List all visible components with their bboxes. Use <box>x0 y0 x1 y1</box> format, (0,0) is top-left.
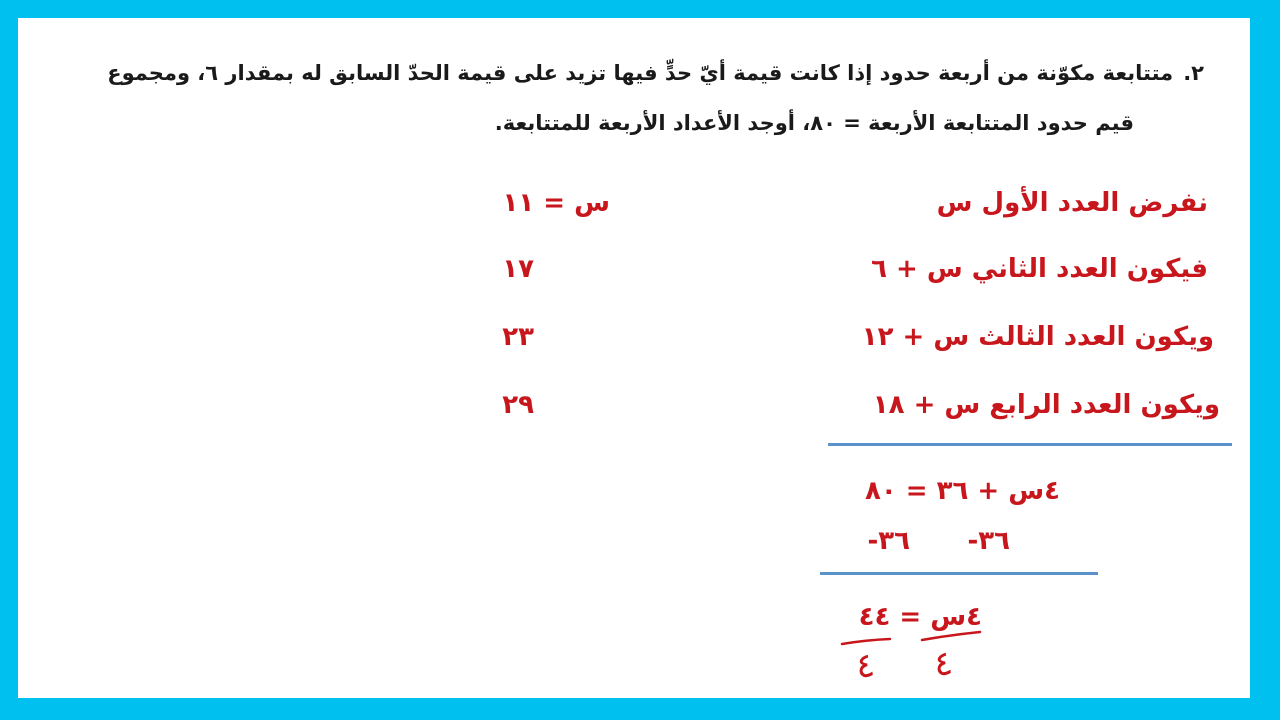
problem-text-line-1: متتابعة مكوّنة من أربعة حدود إذا كانت قيمة أيّ حدٍّ فيها تزيد على قيمة الحدّ السابق له بمقدار ٦، ومجموع <box>107 61 1174 85</box>
equation-simplified: ٤س = ٤٤ <box>858 602 982 632</box>
result-third-number: ٢٣ <box>502 322 534 352</box>
result-second-number: ١٧ <box>502 254 534 284</box>
divider-line-2 <box>820 572 1098 575</box>
result-first-number: س = ١١ <box>502 188 610 218</box>
divisor-right: ٤ <box>931 642 955 686</box>
result-fourth-number: ٢٩ <box>502 390 534 420</box>
solution-step-1: نفرض العدد الأول س <box>936 188 1208 218</box>
problem-statement <box>64 48 1204 148</box>
subtract-left-side: -٣٦ <box>967 526 1010 556</box>
divider-line-1 <box>828 443 1232 446</box>
solution-step-3: ويكون العدد الثالث س + ١٢ <box>861 322 1214 352</box>
problem-text-line-2: قيم حدود المتتابعة الأربعة = ٨٠، أوجد الأعداد الأربعة للمتتابعة. <box>494 111 1134 135</box>
solution-step-4: ويكون العدد الرابع س + ١٨ <box>872 390 1220 420</box>
equation-sum: ٤س + ٣٦ = ٨٠ <box>864 476 1060 506</box>
worksheet-page <box>18 18 1250 698</box>
subtract-right-side: -٣٦ <box>867 526 910 556</box>
problem-line-1 <box>64 48 1204 98</box>
divisor-left: ٤ <box>853 644 877 688</box>
fraction-bar-right <box>922 632 980 640</box>
problem-number: ٢. <box>1183 61 1204 85</box>
fraction-bar-left <box>842 639 890 644</box>
solution-step-2: فيكون العدد الثاني س + ٦ <box>871 254 1208 284</box>
